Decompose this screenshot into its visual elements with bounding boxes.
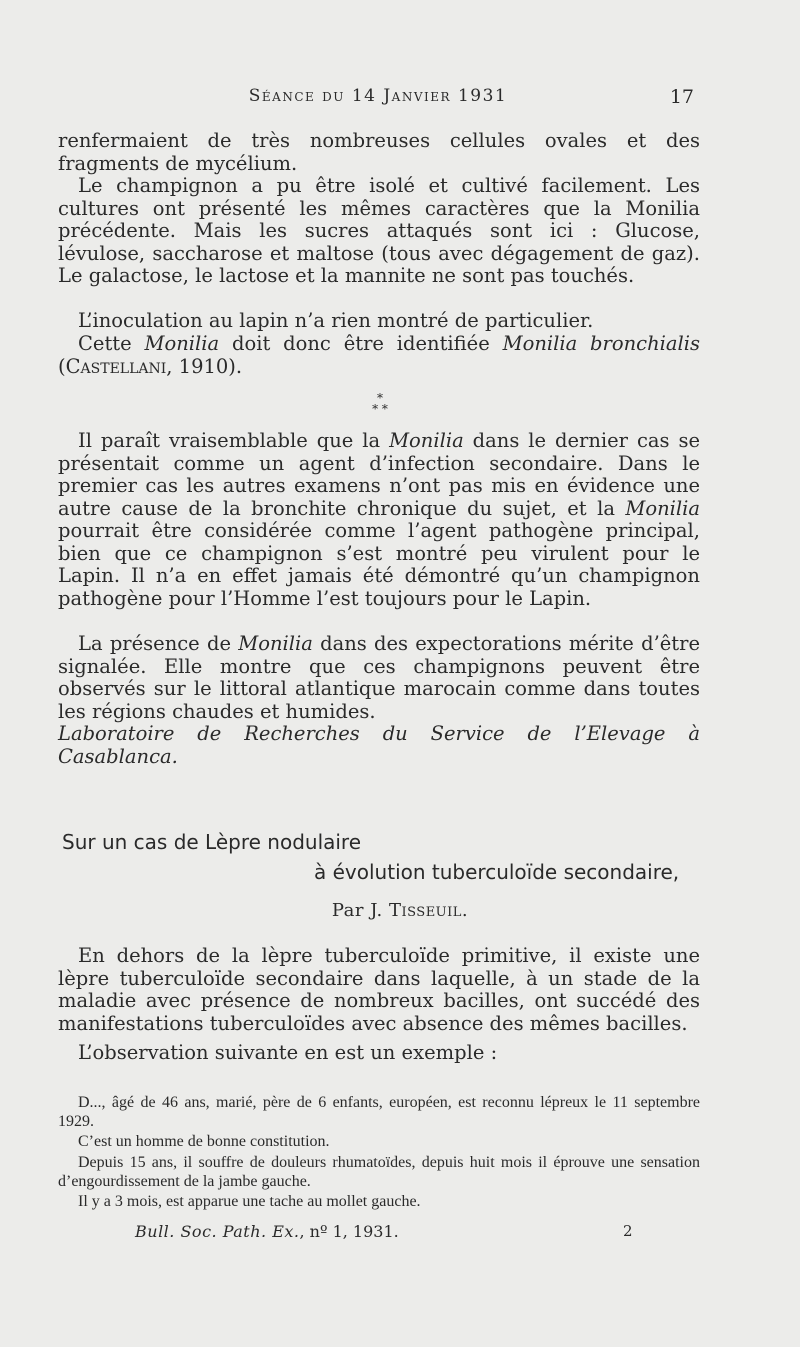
paragraph-example: L’observation suivante en est un exemple : — [78, 1041, 498, 1064]
author-prefix: Par J. — [331, 900, 389, 921]
observation-line-3: Depuis 15 ans, il souffre de douleurs rhumatoïdes, depuis huit mois il éprouve une sensation d’engourdissement de la jambe gauche. — [58, 1154, 700, 1191]
author-citation: Castellani — [65, 354, 167, 378]
paragraph-discussion — [58, 430, 700, 610]
header-title: Séance du 14 Janvier 1931 — [248, 86, 508, 106]
separator-stars: * * — [372, 402, 388, 416]
journal-reference: Bull. Soc. Path. Ex. — [135, 1222, 300, 1241]
running-header — [58, 86, 698, 116]
taxon-name: Monilia — [389, 429, 464, 452]
journal-issue: , nº 1, 1931. — [299, 1222, 399, 1241]
text-run: Il paraît vraisemblable que la — [78, 429, 390, 452]
observation-line-2: C’est un homme de bonne constitution. — [78, 1133, 330, 1150]
taxon-name: Monilia — [144, 332, 220, 355]
taxon-name: Monilia — [625, 496, 700, 520]
separator-star: * — [377, 391, 383, 405]
affiliation-text: Laboratoire de Recherches du Service de l’Elevage à Casablanca. — [58, 722, 700, 768]
article-author — [0, 900, 800, 921]
laboratory-affiliation — [58, 723, 700, 768]
text-run: , 1910). — [166, 354, 243, 378]
article-title-line2: à évolution tuberculoïde secondaire, — [314, 860, 680, 884]
paragraph-identification — [58, 333, 700, 378]
text-run: dans le dernier cas se présentait comme un agent d’infection secondaire. Dans le premier cas les autres examens n’ont pas mis en évidence une autre cause de la bronchite chronique du sujet, et la — [58, 429, 700, 520]
text-run: dans des expectorations mérite d’être signalée. Elle montre que ces champignons peuvent être observés sur le littoral atlantique marocain comme dans toutes les régions chaudes et humides. — [58, 632, 701, 723]
taxon-name: Monilia — [238, 632, 313, 655]
page-number: 17 — [669, 86, 694, 108]
text-run: Cette — [78, 332, 145, 355]
page-footer — [135, 1222, 635, 1241]
author-name: Tisseuil — [388, 900, 462, 921]
signature-mark: 2 — [623, 1222, 633, 1240]
paragraph-inoculation: L’inoculation au lapin n’a rien montré de particulier. — [78, 309, 594, 332]
paragraph-culture: Le champignon a pu être isolé et cultivé facilement. Les cultures ont présenté les mêmes caractères que la Monilia précédente. Mais les sucres attaqués sont ici : Glucose, lévulose, saccharose et maltose (tous avec dégagement de gaz). Le galactose, le lactose et la mannite ne sont pas touchés. — [58, 174, 700, 287]
text-run: doit donc être identifiée — [219, 332, 503, 355]
paragraph-presence — [58, 633, 700, 723]
text-run: La présence de — [78, 632, 239, 655]
author-suffix: . — [461, 900, 469, 921]
section-separator — [360, 393, 400, 415]
paragraph-introduction: En dehors de la lèpre tuberculoïde primitive, il existe une lèpre tuberculoïde secondaire dans laquelle, à un stade de la maladie avec présence de nombreux bacilles, ont succédé des manifestations tuberculoïdes avec absence des mêmes bacilles. — [58, 944, 700, 1035]
observation-line-1: D..., âgé de 46 ans, marié, père de 6 enfants, européen, est reconnu lépreux le 11 septembre 1929. — [58, 1094, 700, 1131]
text-run: pourrait être considérée comme l’agent pathogène principal, bien que ce champignon s’est montré peu virulent pour le Lapin. Il n’a en effet jamais été démontré qu’un champignon pathogène pour l’Homme l’est toujours pour le Lapin. — [58, 519, 700, 610]
article-title-line1: Sur un cas de Lèpre nodulaire — [62, 830, 362, 854]
paragraph-continuation: renfermaient de très nombreuses cellules ovales et des fragments de mycélium. — [58, 129, 700, 175]
observation-line-4: Il y a 3 mois, est apparue une tache au mollet gauche. — [78, 1193, 421, 1210]
text-run: ( — [58, 354, 66, 378]
taxon-name: Monilia bronchialis — [502, 332, 700, 355]
